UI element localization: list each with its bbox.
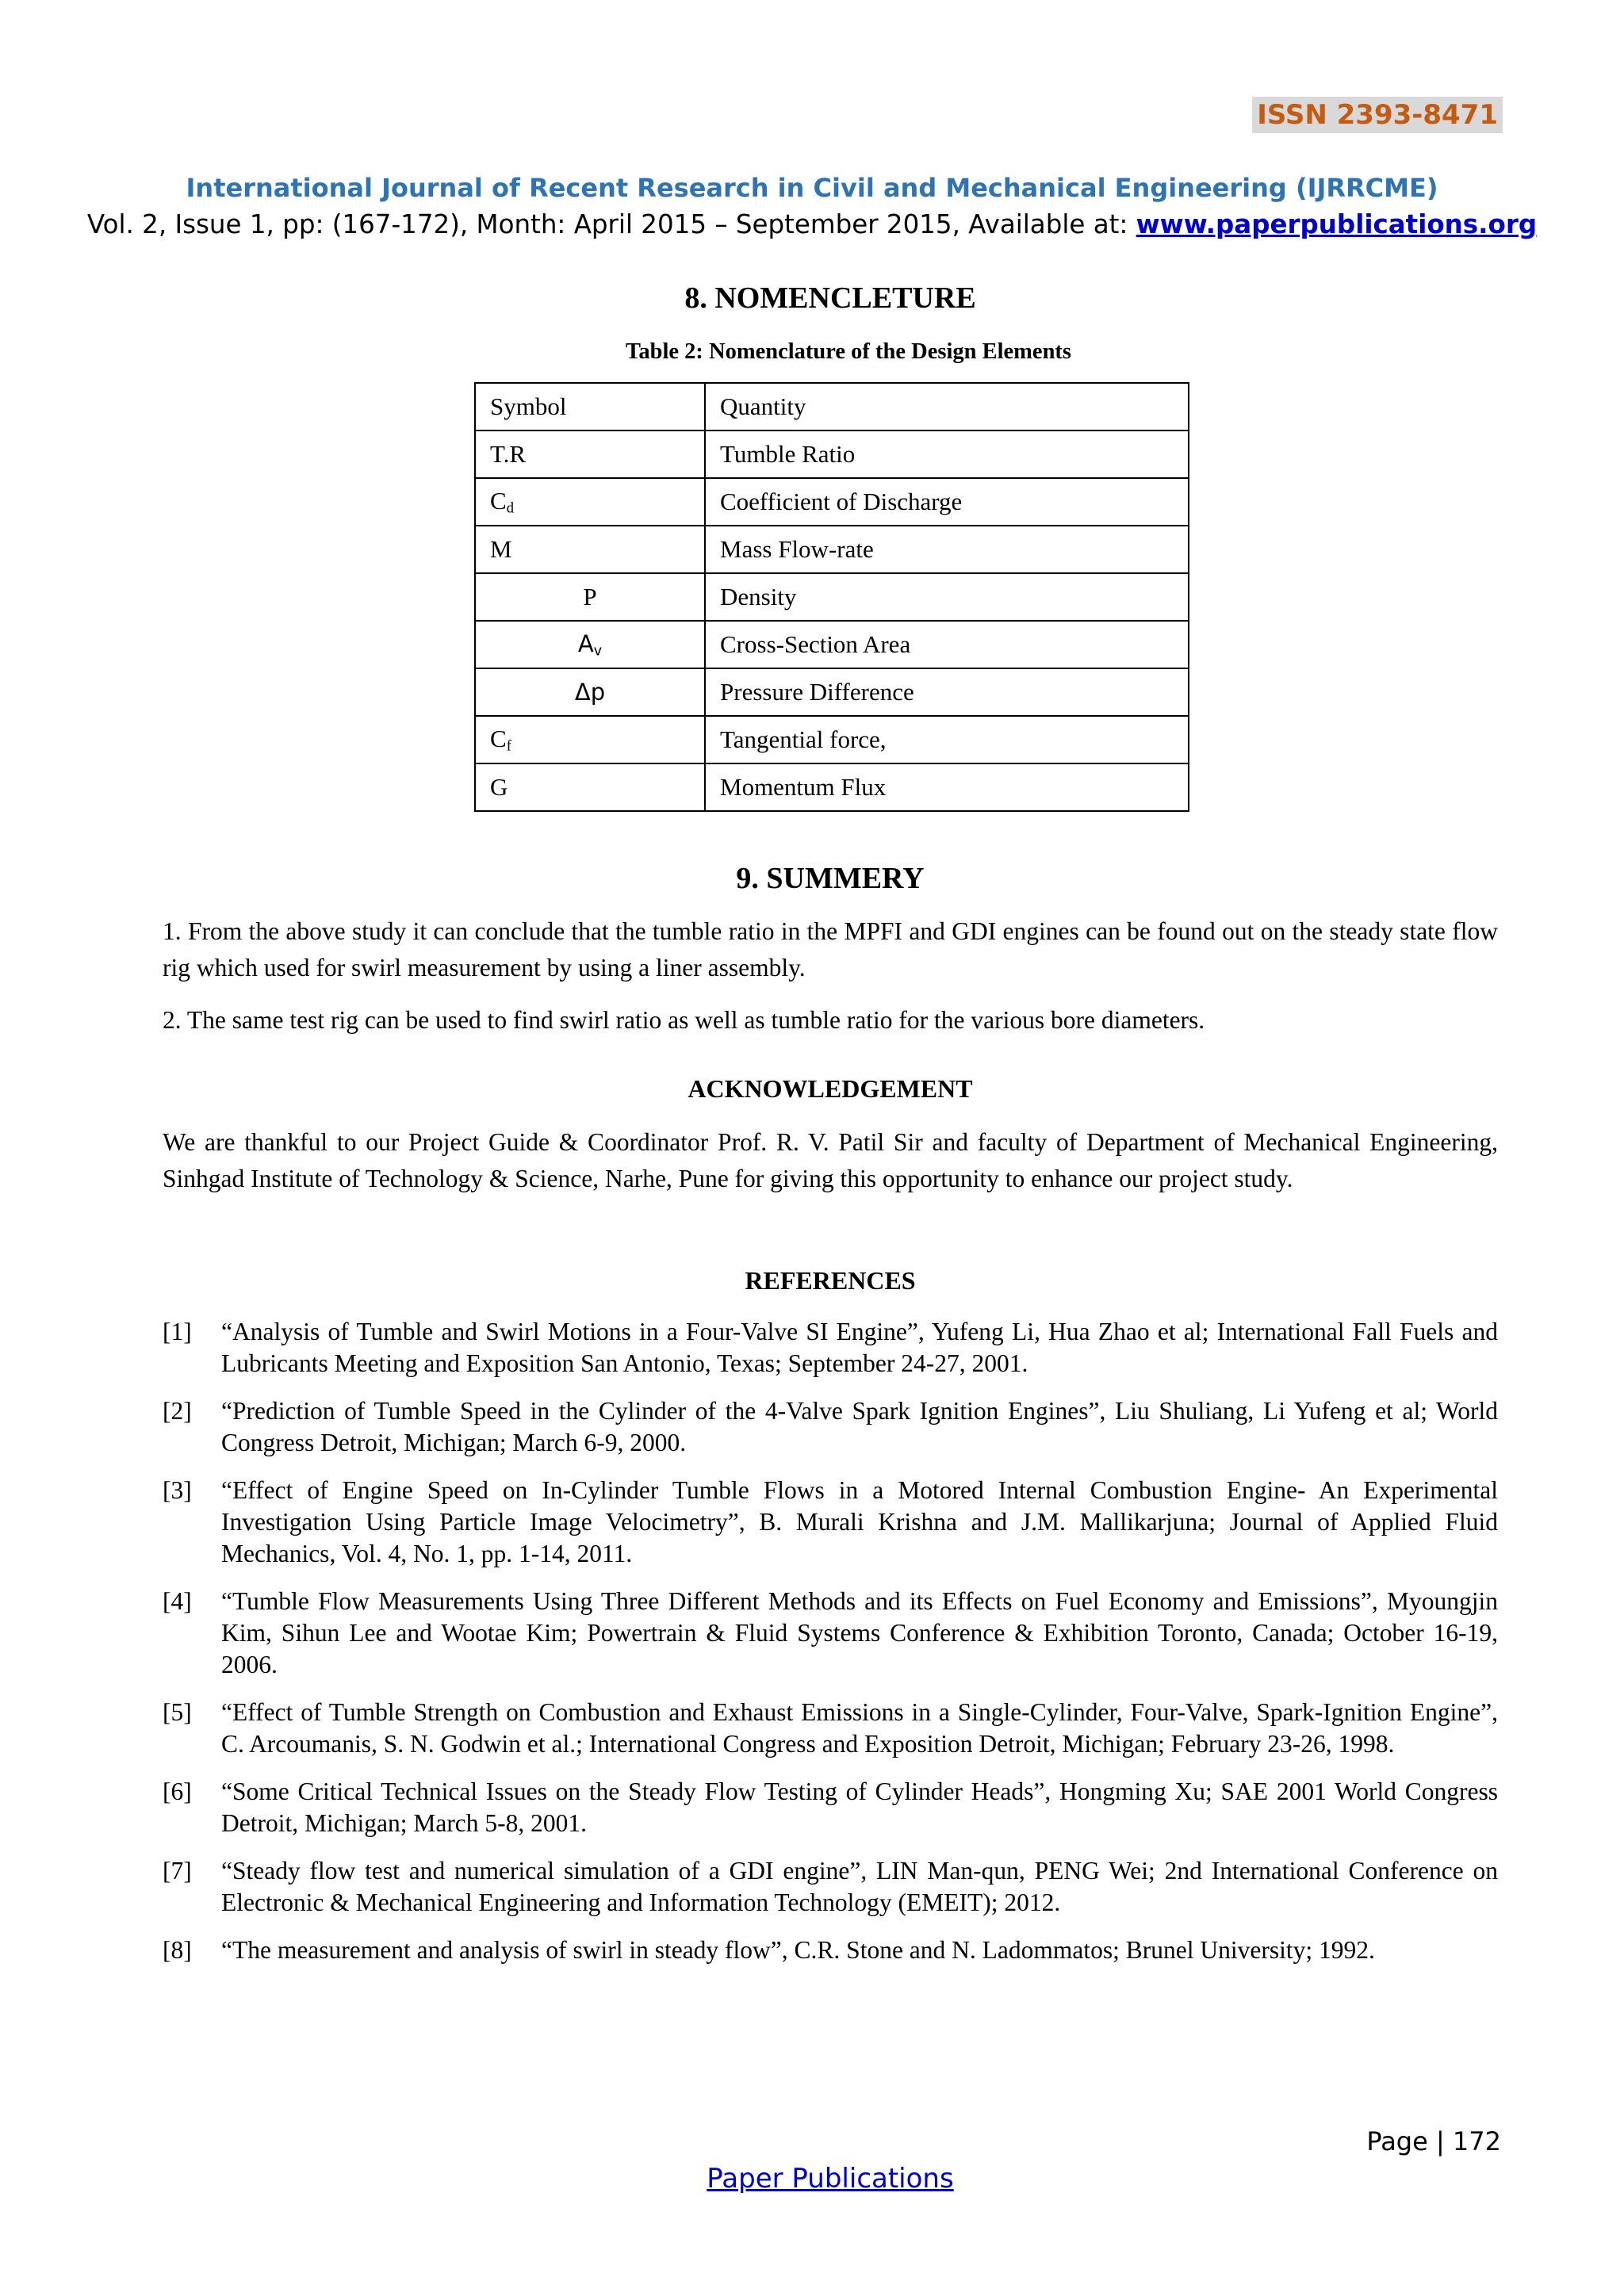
- nomenclature-table: [474, 382, 1189, 812]
- reference-item: [163, 1586, 1498, 1681]
- symbol-cell: [475, 478, 705, 526]
- quantity-cell: Cross-Section Area: [705, 621, 1189, 668]
- reference-number: [6]: [163, 1777, 192, 1805]
- symbol-text: P: [583, 583, 597, 610]
- symbol-base: C: [490, 486, 507, 515]
- symbol-cell: [475, 621, 705, 668]
- symbol-text: Δp: [574, 679, 606, 706]
- reference-item: [163, 1934, 1498, 1966]
- table-row: [475, 716, 1189, 763]
- reference-number: [1]: [163, 1318, 192, 1345]
- symbol-subscript: v: [593, 643, 603, 660]
- reference-number: [2]: [163, 1397, 192, 1425]
- journal-meta: [0, 209, 1624, 239]
- acknowledgement-text: We are thankful to our Project Guide & Coordinator Prof. R. V. Patil Sir and faculty of Department of Mechanical Engineering, Sinhgad Institute of Technology & Science, Narhe, Pune for giving this opportunity to enhance our project study.: [163, 1128, 1498, 1192]
- symbol-base: A: [577, 630, 594, 658]
- reference-text: “Steady flow test and numerical simulation of a GDI engine”, LIN Man-qun, PENG Wei; 2nd International Conference on Electronic & Mechanical Engineering and Information Technology (EMEIT); 2012.: [221, 1857, 1498, 1916]
- reference-item: [163, 1697, 1498, 1760]
- table-row: [475, 763, 1189, 811]
- reference-item: [163, 1475, 1498, 1570]
- reference-number: [7]: [163, 1857, 192, 1885]
- symbol-base: C: [490, 724, 507, 752]
- table-header-symbol: Symbol: [475, 383, 705, 430]
- reference-text: “Tumble Flow Measurements Using Three Different Methods and its Effects on Fuel Economy and Emissions”, Myoungjin Kim, Sihun Lee and Wootae Kim; Powertrain & Fluid Systems Conference & Exhibition Toronto, Canada; October 16-19, 2006.: [221, 1587, 1498, 1678]
- table-header-row: [475, 383, 1189, 430]
- reference-text: “Effect of Engine Speed on In-Cylinder Tumble Flows in a Motored Internal Combustion Engine- An Experimental Investigation Using Particle Image Velocimetry”, B. Murali Krishna and J.M. Mallikarjuna; Journal of Applied Fluid Mechanics, Vol. 4, No. 1, pp. 1-14, 2011.: [221, 1476, 1498, 1567]
- symbol-cell: [475, 573, 705, 621]
- table-row: [475, 668, 1189, 716]
- quantity-cell: Tumble Ratio: [705, 430, 1189, 478]
- symbol-cell: M: [475, 526, 705, 573]
- table-row: [475, 430, 1189, 478]
- symbol-cell: G: [475, 763, 705, 811]
- issn-badge: ISSN 2393-8471: [1252, 97, 1503, 133]
- symbol-cell: [475, 668, 705, 716]
- section-9-heading: 9. SUMMERY: [736, 862, 925, 895]
- references-list: [163, 1316, 1498, 1982]
- journal-url-link[interactable]: www.paperpublications.org: [1136, 209, 1538, 239]
- quantity-cell: Coefficient of Discharge: [705, 478, 1189, 526]
- reference-number: [3]: [163, 1476, 192, 1504]
- symbol-text: [483, 630, 697, 659]
- acknowledgement-heading: ACKNOWLEDGEMENT: [688, 1074, 973, 1103]
- references-heading: REFERENCES: [745, 1266, 916, 1295]
- table-row: [475, 573, 1189, 621]
- summary-point-2: 2. The same test rig can be used to find swirl ratio as well as tumble ratio for the various bore diameters.: [163, 1006, 1205, 1034]
- reference-item: [163, 1776, 1498, 1839]
- quantity-cell: Tangential force,: [705, 716, 1189, 763]
- summary-point-1: 1. From the above study it can conclude that the tumble ratio in the MPFI and GDI engines can be found out on the steady state flow rig which used for swirl measurement by using a liner assembly.: [163, 917, 1498, 982]
- reference-text: “The measurement and analysis of swirl in steady flow”, C.R. Stone and N. Ladommatos; Brunel University; 1992.: [221, 1936, 1375, 1964]
- journal-meta-text: Vol. 2, Issue 1, pp: (167-172), Month: April 2015 – September 2015, Available at:: [86, 209, 1136, 239]
- reference-item: [163, 1395, 1498, 1459]
- symbol-subscript: d: [506, 499, 514, 517]
- quantity-cell: Pressure Difference: [705, 668, 1189, 716]
- reference-text: “Prediction of Tumble Speed in the Cylinder of the 4-Valve Spark Ignition Engines”, Liu Shuliang, Li Yufeng et al; World Congress Detroit, Michigan; March 6-9, 2000.: [221, 1397, 1498, 1456]
- reference-item: [163, 1855, 1498, 1919]
- table-header-quantity: Quantity: [705, 383, 1189, 430]
- table-caption: Table 2: Nomenclature of the Design Elements: [625, 339, 1072, 364]
- quantity-cell: Mass Flow-rate: [705, 526, 1189, 573]
- publisher-link[interactable]: Paper Publications: [707, 2163, 954, 2195]
- table-row: [475, 621, 1189, 668]
- quantity-cell: Momentum Flux: [705, 763, 1189, 811]
- page-number: Page | 172: [1366, 2126, 1501, 2156]
- reference-item: [163, 1316, 1498, 1380]
- reference-text: “Some Critical Technical Issues on the Steady Flow Testing of Cylinder Heads”, Hongming Xu; SAE 2001 World Congress Detroit, Michigan; March 5-8, 2001.: [221, 1777, 1498, 1837]
- symbol-cell: [475, 716, 705, 763]
- reference-number: [5]: [163, 1698, 192, 1726]
- table-row: [475, 478, 1189, 526]
- reference-text: “Analysis of Tumble and Swirl Motions in a Four-Valve SI Engine”, Yufeng Li, Hua Zhao et al; International Fall Fuels and Lubricants Meeting and Exposition San Antonio, Texas; September 24-27, 2001.: [221, 1318, 1498, 1377]
- reference-number: [4]: [163, 1587, 192, 1615]
- quantity-cell: Density: [705, 573, 1189, 621]
- symbol-subscript: f: [506, 737, 511, 755]
- section-8-heading: 8. NOMENCLETURE: [684, 281, 976, 315]
- reference-number: [8]: [163, 1936, 192, 1964]
- reference-text: “Effect of Tumble Strength on Combustion and Exhaust Emissions in a Single-Cylinder, Four-Valve, Spark-Ignition Engine”, C. Arcoumanis, S. N. Godwin et al.; International Congress and Exposition Detroit, Michigan; February 23-26, 1998.: [221, 1698, 1498, 1758]
- table-row: [475, 526, 1189, 573]
- journal-title: International Journal of Recent Research in Civil and Mechanical Engineering (IJRRCME): [186, 173, 1438, 203]
- symbol-cell: T.R: [475, 430, 705, 478]
